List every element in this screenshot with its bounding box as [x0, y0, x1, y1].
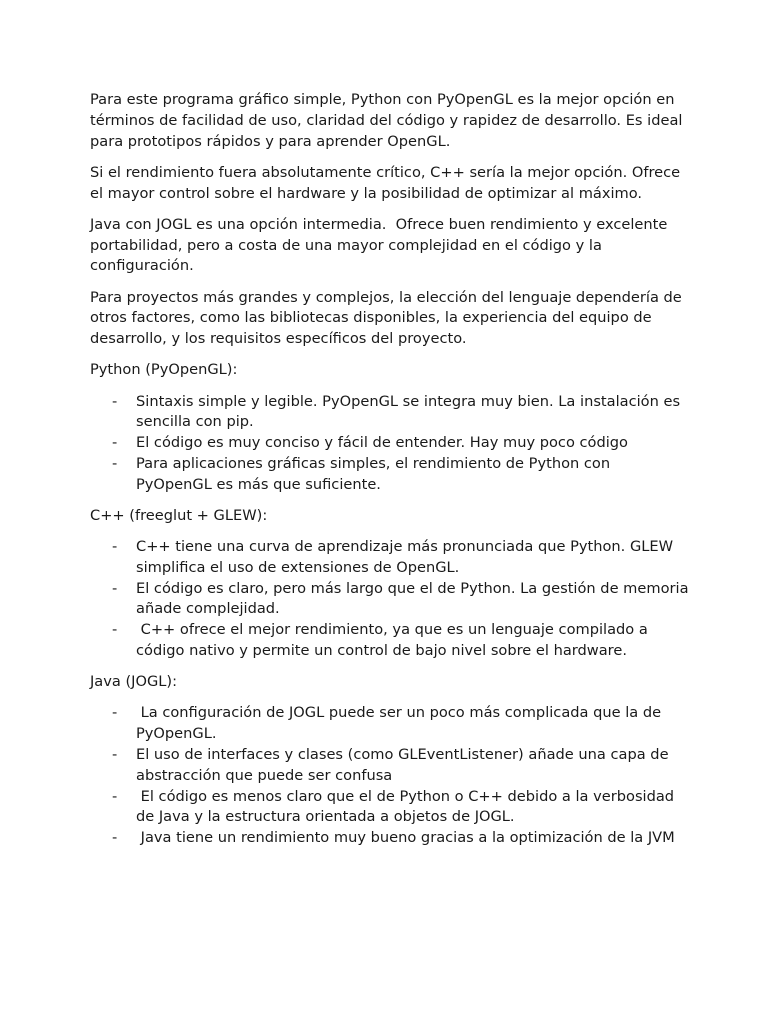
performance-paragraph: Si el rendimiento fuera absolutamente crítico, C++ sería la mejor opción. Ofrece el mayor control sobre el hardware y la posibilidad de optimizar al máximo. [90, 163, 685, 202]
java-list [90, 703, 690, 849]
dash-bullet: - [112, 454, 118, 472]
dash-bullet: - [112, 787, 118, 805]
list-item [90, 745, 690, 787]
document-page [90, 90, 694, 859]
list-item-text: Java tiene un rendimiento muy bueno gracias a la optimización de la JVM [136, 829, 675, 847]
dash-bullet: - [112, 746, 118, 764]
dash-bullet: - [112, 434, 118, 452]
list-item [90, 787, 690, 829]
list-item-text: El código es claro, pero más largo que el de Python. La gestión de memoria añade complejidad. [136, 579, 694, 618]
list-item-text: El código es menos claro que el de Python o C++ debido a la verbosidad de Java y la estructura orientada a objetos de JOGL. [136, 787, 679, 826]
dash-bullet: - [112, 704, 118, 722]
list-item [90, 454, 690, 496]
large-projects-paragraph: Para proyectos más grandes y complejos, la elección del lenguaje dependería de otros factores, como las bibliotecas disponibles, la experiencia del equipo de desarrollo, y los requisitos específicos del proyecto. [90, 288, 687, 348]
cpp-section-heading: C++ (freeglut + GLEW): [90, 506, 268, 524]
list-item [90, 433, 690, 454]
python-list [90, 392, 690, 496]
list-item-text: El uso de interfaces y clases (como GLEventListener) añade una capa de abstracción que puede ser confusa [136, 746, 674, 784]
dash-bullet: - [112, 829, 118, 847]
list-item-text: Para aplicaciones gráficas simples, el rendimiento de Python con PyOpenGL es más que suficiente. [136, 454, 615, 493]
java-paragraph: Java con JOGL es una opción intermedia. Ofrece buen rendimiento y excelente portabilidad, pero a costa de una mayor complejidad en el código y la configuración. [90, 215, 673, 275]
dash-bullet: - [112, 392, 118, 410]
list-item [90, 537, 690, 579]
list-item-text: El código es muy conciso y fácil de entender. Hay muy poco código [136, 434, 628, 452]
python-section-heading: Python (PyOpenGL): [90, 361, 238, 379]
list-item-text: Sintaxis simple y legible. PyOpenGL se integra muy bien. La instalación es sencilla con pip. [136, 392, 685, 431]
java-section-heading: Java (JOGL): [90, 673, 177, 691]
list-item [90, 828, 690, 849]
list-item-text: La configuración de JOGL puede ser un poco más complicada que la de PyOpenGL. [136, 704, 666, 743]
intro-paragraph: Para este programa gráfico simple, Python con PyOpenGL es la mejor opción en términos de facilidad de uso, claridad del código y rapidez de desarrollo. Es ideal para prototipos rápidos y para aprender OpenGL. [90, 91, 688, 150]
dash-bullet: - [112, 579, 118, 597]
list-item-text: C++ ofrece el mejor rendimiento, ya que es un lenguaje compilado a código nativo y permite un control de bajo nivel sobre el hardware. [136, 621, 653, 660]
list-item [90, 703, 690, 745]
list-item [90, 620, 690, 662]
dash-bullet: - [112, 621, 118, 639]
list-item [90, 579, 694, 621]
cpp-list [90, 537, 694, 662]
list-item-text: C++ tiene una curva de aprendizaje más pronunciada que Python. GLEW simplifica el uso de extensiones de OpenGL. [136, 538, 678, 576]
list-item [90, 392, 690, 434]
dash-bullet: - [112, 538, 118, 556]
